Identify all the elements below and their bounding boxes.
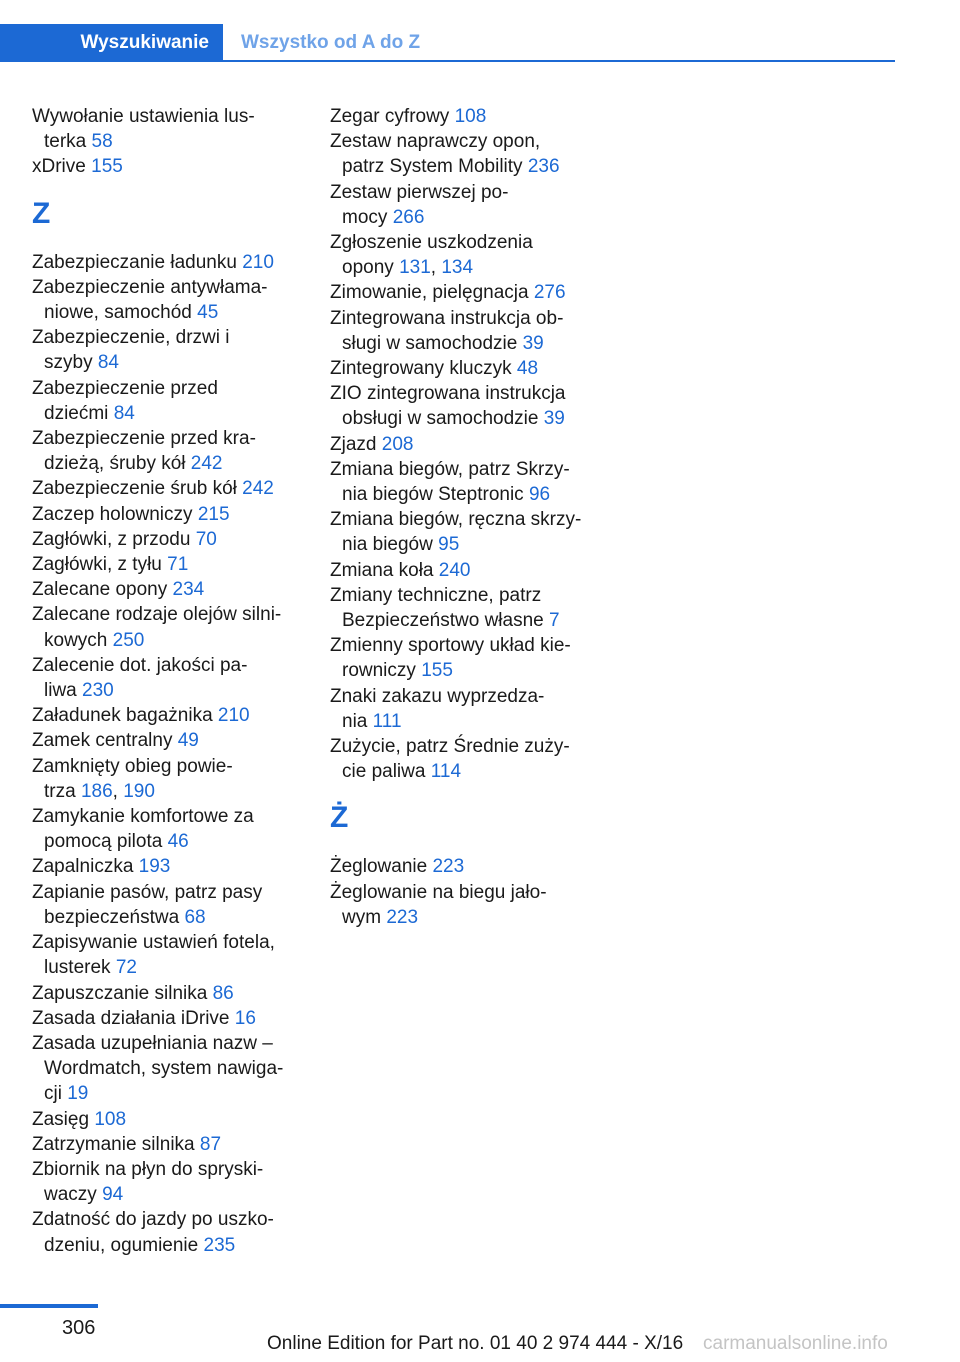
index-entry-text: Zabezpieczenie śrub kół <box>32 478 237 500</box>
index-entry-text: dzieżą, śruby kół <box>44 453 186 475</box>
page-reference-link[interactable]: 46 <box>167 831 189 853</box>
page-reference-link[interactable]: 108 <box>94 1108 127 1130</box>
index-entry-text: Zabezpieczenie antywłama- <box>32 276 268 298</box>
index-entry-text: nia <box>342 710 368 732</box>
index-entry: Zamknięty obieg powie- trza 186, 190 <box>32 755 233 802</box>
index-entry <box>32 1207 302 1257</box>
page-reference-link[interactable]: 84 <box>97 352 119 374</box>
page-reference-link[interactable]: 49 <box>177 730 199 752</box>
index-entry <box>330 457 600 507</box>
index-entry-text: lusterek <box>44 957 111 979</box>
page-reference-link[interactable]: 210 <box>217 705 250 727</box>
index-entry <box>32 1157 302 1207</box>
index-entry-text: Zmiana biegów, ręczna skrzy- <box>330 509 582 531</box>
index-entry <box>32 426 302 476</box>
index-entry <box>32 250 302 275</box>
index-entry <box>330 432 600 457</box>
index-entry-text: Zgłoszenie uszkodzenia <box>330 232 533 254</box>
header-divider <box>0 60 895 62</box>
index-entry <box>32 653 302 703</box>
index-entry-text: Zintegrowany kluczyk <box>330 358 512 380</box>
page-reference-link[interactable]: 131 <box>399 257 431 279</box>
index-entry-text: Bezpieczeństwo własne <box>342 610 544 632</box>
page-reference-link[interactable]: 235 <box>203 1234 236 1256</box>
index-entry <box>32 854 302 879</box>
index-entry-text: Zasada działania iDrive <box>32 1007 230 1029</box>
index-entry-text: Zapalniczka <box>32 856 134 878</box>
page-reference-link[interactable]: 240 <box>438 559 471 581</box>
section-letter-heading: Z <box>32 196 51 230</box>
index-entry-text: bezpieczeństwa <box>44 906 180 928</box>
watermark-text: carmanualsonline.info <box>703 1333 888 1354</box>
tab-wyszukiwanie[interactable]: Wyszukiwanie <box>0 24 223 61</box>
index-entry-text: Zasada uzupełniania nazw – <box>32 1032 273 1054</box>
page-reference-link[interactable]: 16 <box>234 1007 256 1029</box>
index-entry <box>330 507 600 557</box>
index-entry-text: cie paliwa <box>342 761 426 783</box>
index-entry-text: Zalecane rodzaje olejów silni- <box>32 604 282 626</box>
index-entry-text: Zabezpieczanie ładunku <box>32 251 237 273</box>
index-entry-text: Zabezpieczenie, drzwi i <box>32 327 230 349</box>
index-entry <box>32 527 302 552</box>
page-reference-link[interactable]: 111 <box>372 710 402 732</box>
footer-accent-bar <box>0 1304 98 1308</box>
index-entry-text: Wywołanie ustawienia lus- <box>32 106 255 127</box>
page-reference-link[interactable]: 45 <box>197 302 219 324</box>
index-entry-text: Zdatność do jazdy po uszko- <box>32 1209 274 1231</box>
index-entry <box>330 180 600 230</box>
page-header <box>0 0 895 62</box>
index-entry <box>330 684 600 734</box>
index-entry-text: opony <box>342 257 394 279</box>
index-entry-text: terka <box>44 131 87 153</box>
index-entry-text: Załadunek bagażnika <box>32 705 213 727</box>
page-reference-link[interactable]: 87 <box>199 1133 222 1155</box>
index-entry <box>32 880 302 930</box>
page-reference-link[interactable]: 94 <box>102 1184 124 1206</box>
index-entry <box>32 552 302 577</box>
page-reference-link[interactable]: 114 <box>430 761 462 783</box>
page-reference-link[interactable]: 70 <box>195 528 217 550</box>
index-entry <box>330 381 600 431</box>
index-entry-text: Zasięg <box>32 1108 90 1130</box>
index-entry <box>330 129 600 179</box>
page-reference-link[interactable]: 208 <box>381 433 414 455</box>
index-entry-text: Zmiana biegów, patrz Skrzy- <box>330 458 570 480</box>
index-entry-text: Zjazd <box>330 433 377 455</box>
index-entry-text: Zagłówki, z tyłu <box>32 554 162 576</box>
index-entry <box>32 728 302 753</box>
index-entry-text: Zamek centralny <box>32 730 173 752</box>
index-entry <box>330 880 600 930</box>
page-number: 306 <box>62 1317 96 1339</box>
index-entry-text: Zabezpieczenie przed kra- <box>32 428 256 450</box>
index-entry-text: Zintegrowana instrukcja ob- <box>330 307 564 329</box>
page-reference-link[interactable]: 223 <box>432 856 465 878</box>
page-reference-link[interactable]: 39 <box>543 408 565 430</box>
index-entry-text: Zapisywanie ustawień fotela, <box>32 932 275 954</box>
index-entry <box>32 104 302 154</box>
index-entry <box>32 154 302 179</box>
index-entry-text: xDrive <box>32 156 86 178</box>
index-entry <box>330 356 600 381</box>
page-reference-link[interactable]: 134 <box>441 257 474 279</box>
index-entry-text: dziećmi <box>44 402 109 424</box>
page-reference-link[interactable]: 155 <box>91 156 123 178</box>
index-entry-text: Zalecenie dot. jakości pa- <box>32 654 248 676</box>
index-entry-text: dzeniu, ogumienie <box>44 1234 199 1256</box>
index-entry <box>32 804 302 854</box>
index-entry-text: Zbiornik na płyn do spryski- <box>32 1158 264 1180</box>
page-reference-link[interactable]: 84 <box>113 402 135 424</box>
index-entry-text: Zamknięty obieg powie- <box>32 755 233 777</box>
index-entry <box>32 930 302 980</box>
page-reference-link[interactable]: 95 <box>438 534 460 556</box>
index-entry-text: cji <box>44 1083 62 1105</box>
index-entry <box>330 558 600 583</box>
index-entry-text: Zestaw pierwszej po- <box>330 181 509 203</box>
index-entry-text: rowniczy <box>342 660 416 682</box>
index-entry-text: nia biegów <box>342 534 433 556</box>
page-reference-link[interactable]: 19 <box>67 1083 89 1105</box>
index-entry: Zgłoszenie uszkodzenia opony 131, 134 <box>330 232 533 279</box>
section-letter-heading: Ż <box>330 801 349 835</box>
index-entry-text: Zmiana koła <box>330 559 434 581</box>
index-entry-text: mocy <box>342 206 388 228</box>
index-entry-text: patrz System Mobility <box>342 156 523 178</box>
page-reference-link[interactable]: 86 <box>212 982 234 1004</box>
tab-wszystko-od-a-do-z[interactable]: Wszystko od A do Z <box>241 32 421 53</box>
page-reference-link[interactable]: 276 <box>533 282 566 304</box>
index-entry-text: Wordmatch, system nawiga- <box>44 1058 284 1080</box>
page-reference-link[interactable]: 242 <box>242 478 274 500</box>
page-reference-link[interactable]: 242 <box>190 453 223 475</box>
index-entry <box>32 602 302 652</box>
index-entry <box>32 703 302 728</box>
page-reference-link[interactable]: 7 <box>549 610 560 632</box>
page-reference-link[interactable]: 58 <box>91 131 113 153</box>
index-column-left <box>32 104 302 1258</box>
index-entry-text: szyby <box>44 352 93 374</box>
page-reference-link[interactable]: 215 <box>197 503 230 525</box>
index-entry-text: Zamykanie komfortowe za <box>32 806 254 828</box>
page-reference-link[interactable]: 48 <box>516 358 539 380</box>
index-entry <box>32 476 302 501</box>
page-reference-link[interactable]: 71 <box>167 554 189 576</box>
index-entry <box>32 275 302 325</box>
index-entry-text: niowe, samochód <box>44 302 192 324</box>
index-entry <box>32 502 302 527</box>
index-entry-text: liwa <box>44 680 77 702</box>
index-entry-text: waczy <box>44 1184 97 1206</box>
index-entry-text: Zalecane opony <box>32 579 168 601</box>
index-entry-text: Zaczep holowniczy <box>32 503 193 525</box>
index-entry <box>32 1132 302 1157</box>
index-entry-text: Zestaw naprawczy opon, <box>330 131 541 153</box>
index-entry-text: pomocą pilota <box>44 831 163 853</box>
index-entry-text: Zużycie, patrz Średnie zuży- <box>330 736 570 758</box>
index-entry <box>330 280 600 305</box>
index-entry-text: Zagłówki, z przodu <box>32 528 191 550</box>
index-entry-text: kowych <box>44 629 108 651</box>
page-reference-link[interactable]: 39 <box>522 332 544 354</box>
index-entry <box>330 104 600 129</box>
page-reference-link[interactable]: 230 <box>82 680 114 702</box>
index-entry <box>32 1031 302 1107</box>
index-entry-text: ZIO zintegrowana instrukcja <box>330 383 566 405</box>
page-reference-link[interactable]: 210 <box>242 251 274 273</box>
page-reference-link[interactable]: 186 <box>80 780 113 802</box>
index-entry-text: Znaki zakazu wyprzedza- <box>330 685 545 707</box>
page-reference-link[interactable]: 234 <box>172 579 205 601</box>
index-entry-text: Żeglowanie na biegu jało- <box>330 881 547 903</box>
index-entry <box>32 325 302 375</box>
index-entry <box>330 633 600 683</box>
index-entry-text: Zapuszczanie silnika <box>32 982 208 1004</box>
index-entry <box>32 376 302 426</box>
edition-info: Online Edition for Part no. 01 40 2 974 444 - X/16 <box>267 1333 684 1354</box>
page-reference-link[interactable]: 236 <box>527 156 560 178</box>
page-reference-link[interactable]: 68 <box>184 906 206 928</box>
index-entry <box>32 1107 302 1132</box>
index-entry-text: wym <box>342 906 382 928</box>
index-entry <box>330 854 600 879</box>
index-entry-text: Zatrzymanie silnika <box>32 1133 195 1155</box>
index-entry-text: obsługi w samochodzie <box>342 408 539 430</box>
index-entry-text: Żeglowanie <box>330 856 428 878</box>
page-reference-link[interactable]: 250 <box>112 629 145 651</box>
index-entry-text: sługi w samochodzie <box>342 332 518 354</box>
index-entry <box>330 734 600 784</box>
page-reference-link[interactable]: 223 <box>386 906 419 928</box>
index-entry-text: Zapianie pasów, patrz pasy <box>32 881 263 903</box>
index-entry <box>330 306 600 356</box>
page-reference-link[interactable]: 266 <box>392 206 425 228</box>
index-entry <box>32 1006 302 1031</box>
index-entry-text: trza <box>44 780 76 802</box>
index-column-right <box>330 104 600 930</box>
page-reference-link[interactable]: 155 <box>421 660 453 682</box>
index-entry-text: Zmienny sportowy układ kie- <box>330 635 571 657</box>
index-entry-text: Zegar cyfrowy <box>330 106 450 127</box>
page-reference-link[interactable]: 190 <box>123 780 155 802</box>
page-reference-link[interactable]: 193 <box>138 856 171 878</box>
index-entry <box>32 577 302 602</box>
index-entry-text: nia biegów Steptronic <box>342 484 524 506</box>
page-reference-link[interactable]: 96 <box>528 484 551 506</box>
index-entry-text: Zabezpieczenie przed <box>32 377 218 399</box>
index-entry-text: Zimowanie, pielęgnacja <box>330 282 529 304</box>
index-entry-text: Zmiany techniczne, patrz <box>330 584 542 606</box>
page-reference-link[interactable]: 72 <box>115 957 137 979</box>
index-entry <box>330 583 600 633</box>
page-reference-link[interactable]: 108 <box>454 106 487 127</box>
index-entry <box>32 981 302 1006</box>
